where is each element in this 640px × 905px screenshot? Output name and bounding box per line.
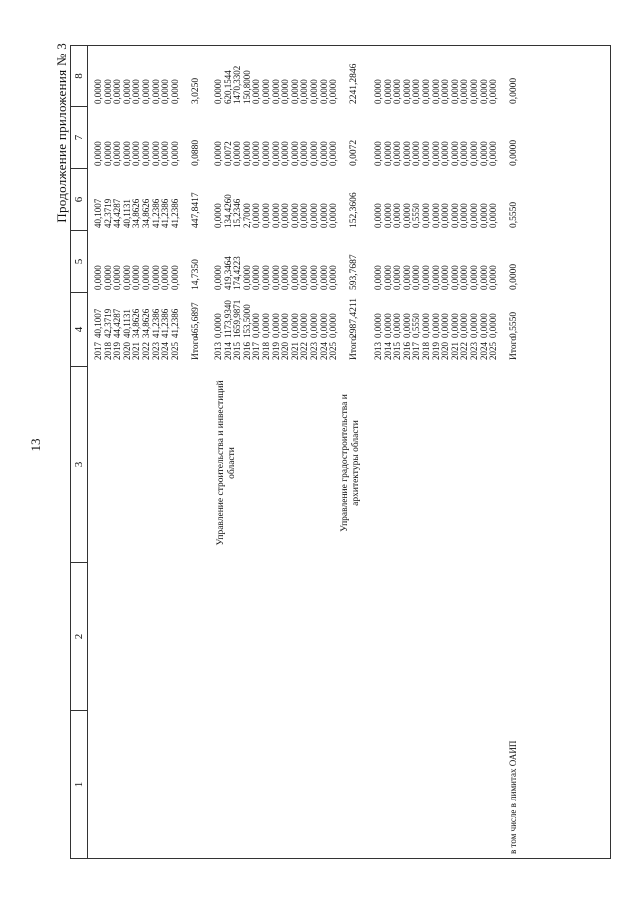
c6-section-b: 0,0000 134,4260 15,2346 2,7000 0,0000 0,0000 0,0000 0,0000 0,0000 0,0000 0,0000 0,0000 0,0000 [213,194,339,228]
rotated-table-sheet [20,25,620,865]
column-1 [88,710,612,858]
column-5 [88,230,612,292]
col-header-4: 4 [71,292,87,366]
col-header-6: 6 [71,168,87,230]
entity-urban-planning-architecture: Управление градостроительства и архитектуры области [340,394,361,532]
c6-section-c: 0,0000 0,0000 0,0000 0,0000 0,5550 0,0000 0,0000 0,0000 0,0000 0,0000 0,0000 0,0000 0,0000 [373,203,499,228]
total-label-c: Итого [509,335,519,360]
c4-total-b: 2987,4211 [349,297,359,338]
c8-total-c: 0,0000 [509,77,519,104]
col-header-8: 8 [73,73,85,79]
c7-total-b: 0,0072 [349,139,359,166]
years-section-c: 2013 2014 2015 2016 2017 2018 2019 2020 2021 2022 2023 2024 2025 [373,342,499,360]
c4-total-a: 465,6897 [191,302,201,338]
c5-section-c: 0,0000 0,0000 0,0000 0,0000 0,0000 0,0000 0,0000 0,0000 0,0000 0,0000 0,0000 0,0000 0,0000 [373,265,499,290]
c6-section-a: 40,1007 42,3719 44,4287 40,1131 34,8626 34,8626 41,2386 41,2386 41,2386 [93,198,180,228]
entity-construction-investment: Управление строительства и инвестиций области [216,380,237,546]
c8-section-c: 0,0000 0,0000 0,0000 0,0000 0,0000 0,0000 0,0000 0,0000 0,0000 0,0000 0,0000 0,0000 0,0000 [373,79,499,104]
c7-total-a: 0,0880 [191,139,201,166]
budget-table [70,45,611,859]
years-subcolumn [88,335,612,366]
c8-total-b: 2241,2846 [349,63,359,104]
c4-section-c: 0,0000 0,0000 0,0000 0,0000 0,5550 0,0000 0,0000 0,0000 0,0000 0,0000 0,0000 0,0000 0,0000 [373,313,499,338]
c5-total-b: 593,7687 [349,254,359,290]
c6-total-a: 447,8417 [191,192,201,228]
c8-total-a: 3,0250 [191,77,201,104]
col-header-2: 2 [71,562,87,710]
column-6 [88,168,612,230]
c4-section-a: 40,1007 42,3719 44,4287 40,1131 34,8626 34,8626 41,2386 41,2386 41,2386 [93,308,180,338]
col-header-1: 1 [71,710,87,858]
c4-values [88,292,612,340]
c7-total-c: 0,0000 [509,139,519,166]
column-3 [88,366,612,562]
c5-total-a: 14,7350 [191,259,201,290]
years-section-a: 2017 2018 2019 2020 2021 2022 2023 2024 2025 [93,342,180,360]
page-number: 13 [28,438,43,452]
c7-section-c: 0,0000 0,0000 0,0000 0,0000 0,0000 0,0000 0,0000 0,0000 0,0000 0,0000 0,0000 0,0000 0,0000 [373,141,499,166]
c7-section-b: 0,0000 0,0072 0,0000 0,0000 0,0000 0,0000 0,0000 0,0000 0,0000 0,0000 0,0000 0,0000 0,0000 [213,141,339,166]
c8-section-b: 0,0000 620,1544 1470,3302 150,8000 0,0000 0,0000 0,0000 0,0000 0,0000 0,0000 0,0000 0,0000 0,0000 [213,65,339,104]
note-oaip-limits: в том числе в лимитах ОАИП [508,740,518,854]
col-header-5: 5 [71,230,87,292]
c7-section-a: 0,0000 0,0000 0,0000 0,0000 0,0000 0,0000 0,0000 0,0000 0,0000 [93,141,180,166]
c6-total-c: 0,5550 [509,201,519,228]
c4-total-c: 0,5550 [509,311,519,338]
c6-total-b: 152,3606 [349,192,359,228]
column-2 [88,562,612,710]
c5-section-b: 0,0000 419,3464 174,4223 0,0000 0,0000 0,0000 0,0000 0,0000 0,0000 0,0000 0,0000 0,0000 0,0000 [213,256,339,290]
c4-section-b: 0,0000 1173,9340 1659,9871 153,5000 0,0000 0,0000 0,0000 0,0000 0,0000 0,0000 0,0000 0,0000 0,0000 [213,299,339,338]
col-header-3: 3 [71,366,87,562]
total-label-b: Итого [349,335,359,360]
c8-section-a: 0,0000 0,0000 0,0000 0,0000 0,0000 0,0000 0,0000 0,0000 0,0000 [93,79,180,104]
c5-total-c: 0,0000 [509,263,519,290]
col-header-7: 7 [71,106,87,168]
years-section-b: 2013 2014 2015 2016 2017 2018 2019 2020 2021 2022 2023 2024 2025 [213,342,339,360]
column-4 [88,292,612,366]
table-body [88,46,612,858]
appendix-continuation-title: Продолжение приложения № 3 [54,43,69,223]
column-7 [88,106,612,168]
c5-section-a: 0,0000 0,0000 0,0000 0,0000 0,0000 0,0000 0,0000 0,0000 0,0000 [93,265,180,290]
total-label-a: Итого [191,335,201,360]
column-number-row [70,46,88,858]
column-8 [88,46,612,106]
